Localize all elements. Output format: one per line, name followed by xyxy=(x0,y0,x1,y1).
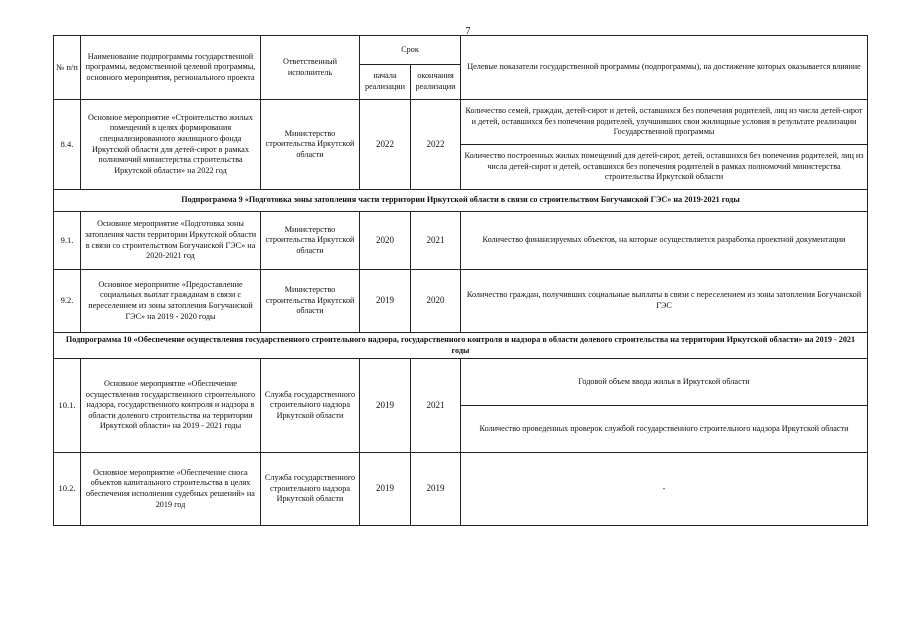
section-row xyxy=(54,190,868,212)
header-executor: Ответственный исполнитель xyxy=(261,36,360,100)
row-name: Основное мероприятие «Подготовка зоны затопления части территории Иркутской области в связи со строительством Богучанской ГЭС» на 2020-2021 год xyxy=(81,212,261,270)
row-indicator: Количество семей, граждан, детей-сирот и детей, оставшихся без попечения родителей, лиц из числа детей-сирот и детей, оставшихся без попечения родителей, улучшивших свои жилищные условия в результате реализации Государственной программы xyxy=(461,100,868,145)
row-name: Основное мероприятие «Строительство жилых помещений в целях формирования специализированного жилищного фонда Иркутской области для детей-сирот в рамках полномочий министерства строительства Иркутской области» на 2022 год xyxy=(81,100,261,190)
row-end: 2022 xyxy=(411,100,461,190)
row-executor: Министерство строительства Иркутской области xyxy=(261,270,360,333)
row-start: 2019 xyxy=(360,453,411,526)
row-name: Основное мероприятие «Обеспечение осуществления государственного строительного надзора, государственного контроля и надзора в области долевого строительства на территории Иркутской области» на 2019 - 2021 годы xyxy=(81,359,261,453)
row-indicator: Количество построенных жилых помещений для детей-сирот, детей, оставшихся без попечения родителей, лиц из числа детей-сирот и детей, оставшихся без попечения родителей в рамках полномочий министерства строительства Иркутской области xyxy=(461,145,868,190)
row-indicator: - xyxy=(461,453,868,526)
row-num: 9.2. xyxy=(54,270,81,333)
table-row xyxy=(54,359,868,406)
header-start: начала реализации xyxy=(360,65,411,100)
row-indicator: Количество проведенных проверок службой государственного строительного надзора Иркутской области xyxy=(461,406,868,453)
row-start: 2020 xyxy=(360,212,411,270)
table-row xyxy=(54,453,868,526)
row-start: 2019 xyxy=(360,270,411,333)
header-indicators: Целевые показатели государственной программы (подпрограммы), на достижение которых оказывается влияние xyxy=(461,36,868,100)
header-row xyxy=(54,36,868,65)
header-num: № п/п xyxy=(54,36,81,100)
section-row xyxy=(54,333,868,359)
table-row xyxy=(54,100,868,145)
row-executor: Министерство строительства Иркутской области xyxy=(261,100,360,190)
row-name: Основное мероприятие «Предоставление социальных выплат гражданам в связи с переселением из зоны затопления Богучанской ГЭС» на 2019 - 2020 годы xyxy=(81,270,261,333)
row-indicator: Количество финансируемых объектов, на которые осуществляется разработка проектной документации xyxy=(461,212,868,270)
row-start: 2019 xyxy=(360,359,411,453)
row-num: 10.2. xyxy=(54,453,81,526)
row-executor: Служба государственного строительного надзора Иркутской области xyxy=(261,453,360,526)
row-start: 2022 xyxy=(360,100,411,190)
section-10-title: Подпрограмма 10 «Обеспечение осуществления государственного строительного надзора, государственного контроля и надзора в области долевого строительства на территории Иркутской области» на 2019 - 2021 годы xyxy=(54,333,868,359)
row-num: 8.4. xyxy=(54,100,81,190)
row-executor: Служба государственного строительного надзора Иркутской области xyxy=(261,359,360,453)
section-9-title: Подпрограмма 9 «Подготовка зоны затопления части территории Иркутской области в связи со строительством Богучанской ГЭС» на 2019-2021 годы xyxy=(54,190,868,212)
row-name: Основное мероприятие «Обеспечение сноса объектов капитального строительства в целях обеспечения исполнения судебных решений» на 2019 год xyxy=(81,453,261,526)
table-row xyxy=(54,270,868,333)
row-end: 2021 xyxy=(411,212,461,270)
row-end: 2019 xyxy=(411,453,461,526)
header-end: окончания реализации xyxy=(411,65,461,100)
row-end: 2021 xyxy=(411,359,461,453)
row-indicator: Годовой объем ввода жилья в Иркутской области xyxy=(461,359,868,406)
header-name: Наименование подпрограммы государственной программы, ведомственной целевой программы, основного мероприятия, регионального проекта xyxy=(81,36,261,100)
program-table xyxy=(53,35,868,526)
row-end: 2020 xyxy=(411,270,461,333)
header-term: Срок xyxy=(360,36,461,65)
row-num: 10.1. xyxy=(54,359,81,453)
row-executor: Министерство строительства Иркутской области xyxy=(261,212,360,270)
table-row xyxy=(54,212,868,270)
row-num: 9.1. xyxy=(54,212,81,270)
row-indicator: Количество граждан, получивших социальные выплаты в связи с переселением из зоны затопления Богучанской ГЭС xyxy=(461,270,868,333)
page-number: 7 xyxy=(465,26,471,37)
